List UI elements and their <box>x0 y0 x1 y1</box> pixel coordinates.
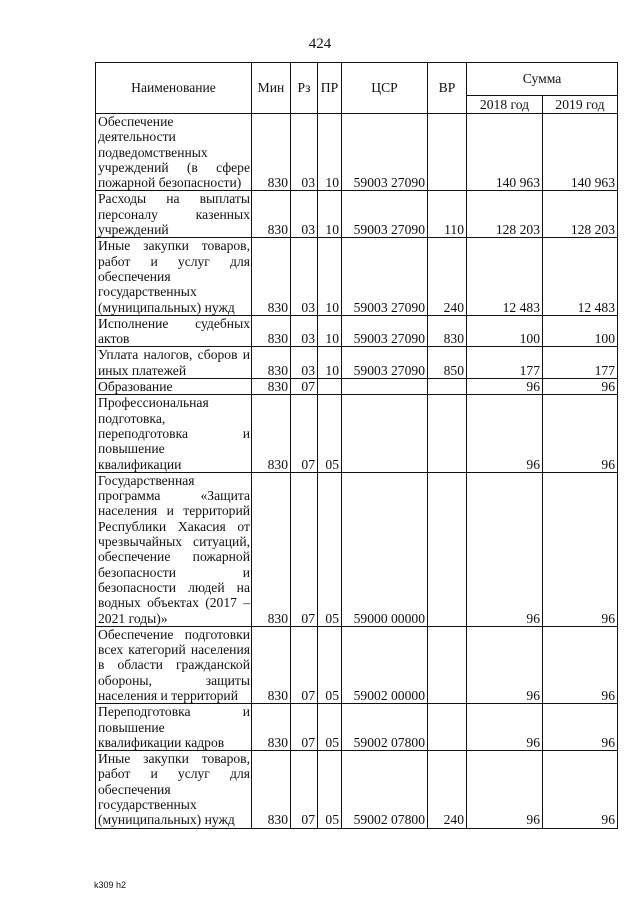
row-rz: 03 <box>291 315 318 347</box>
row-2018: 177 <box>467 347 543 379</box>
row-2019: 12 483 <box>543 238 618 315</box>
table-row <box>96 347 618 379</box>
table-row <box>96 379 618 395</box>
row-2019: 96 <box>543 379 618 395</box>
row-name: Иные закупки товаров, работ и услуг для обеспечения государственных (муниципальных) нужд <box>96 238 252 315</box>
row-2018: 96 <box>467 626 543 703</box>
row-2019: 96 <box>543 704 618 751</box>
footer-code: k309 h2 <box>94 880 127 890</box>
table-row <box>96 704 618 751</box>
row-pr: 05 <box>318 751 342 828</box>
header-2018: 2018 год <box>467 96 543 114</box>
row-vr <box>428 704 467 751</box>
row-csr: 59002 07800 <box>342 704 428 751</box>
row-2019: 177 <box>543 347 618 379</box>
row-pr: 05 <box>318 704 342 751</box>
row-pr: 10 <box>318 114 342 191</box>
row-vr: 830 <box>428 315 467 347</box>
row-2019: 140 963 <box>543 114 618 191</box>
row-2018: 140 963 <box>467 114 543 191</box>
header-sum: Сумма <box>467 63 618 96</box>
header-vr: ВР <box>428 63 467 114</box>
row-vr: 850 <box>428 347 467 379</box>
row-2019: 96 <box>543 751 618 828</box>
row-2018: 100 <box>467 315 543 347</box>
row-2018: 12 483 <box>467 238 543 315</box>
row-csr: 59003 27090 <box>342 347 428 379</box>
table-row <box>96 191 618 238</box>
row-pr: 10 <box>318 315 342 347</box>
row-pr <box>318 379 342 395</box>
row-csr: 59003 27090 <box>342 191 428 238</box>
row-vr: 240 <box>428 238 467 315</box>
row-name: Уплата налогов, сборов и иных платежей <box>96 347 252 379</box>
header-pr: ПР <box>318 63 342 114</box>
header-name: Наименование <box>96 63 252 114</box>
table-row <box>96 472 618 626</box>
row-pr: 05 <box>318 472 342 626</box>
row-csr: 59000 00000 <box>342 472 428 626</box>
row-rz: 03 <box>291 238 318 315</box>
row-csr <box>342 395 428 472</box>
table-row <box>96 238 618 315</box>
table-row <box>96 114 618 191</box>
row-name: Образование <box>96 379 252 395</box>
row-vr: 110 <box>428 191 467 238</box>
row-name: Исполнение судебных актов <box>96 315 252 347</box>
row-name: Переподготовка и повышение квалификации кадров <box>96 704 252 751</box>
row-csr: 59003 27090 <box>342 238 428 315</box>
row-rz: 07 <box>291 395 318 472</box>
row-2018: 96 <box>467 395 543 472</box>
row-2018: 96 <box>467 472 543 626</box>
row-2018: 96 <box>467 379 543 395</box>
row-min: 830 <box>252 347 291 379</box>
table-row <box>96 626 618 703</box>
header-rz: Рз <box>291 63 318 114</box>
table-row <box>96 315 618 347</box>
row-min: 830 <box>252 191 291 238</box>
table-row <box>96 751 618 828</box>
header-min: Мин <box>252 63 291 114</box>
row-pr: 10 <box>318 347 342 379</box>
row-2018: 96 <box>467 751 543 828</box>
row-min: 830 <box>252 379 291 395</box>
row-pr: 05 <box>318 626 342 703</box>
row-2018: 96 <box>467 704 543 751</box>
header-csr: ЦСР <box>342 63 428 114</box>
row-rz: 07 <box>291 704 318 751</box>
row-min: 830 <box>252 315 291 347</box>
row-name: Обеспечение деятельности подведомственных учреждений (в сфере пожарной безопасности) <box>96 114 252 191</box>
row-rz: 07 <box>291 379 318 395</box>
row-name: Иные закупки товаров, работ и услуг для обеспечения государственных (муниципальных) нужд <box>96 751 252 828</box>
row-min: 830 <box>252 238 291 315</box>
row-rz: 03 <box>291 114 318 191</box>
row-min: 830 <box>252 704 291 751</box>
row-vr <box>428 114 467 191</box>
header-2019: 2019 год <box>543 96 618 114</box>
page-number: 424 <box>308 36 332 52</box>
row-csr: 59002 07800 <box>342 751 428 828</box>
row-rz: 03 <box>291 191 318 238</box>
row-2019: 100 <box>543 315 618 347</box>
row-pr: 10 <box>318 238 342 315</box>
table-row <box>96 395 618 472</box>
row-name: Расходы на выплаты персоналу казенных учреждений <box>96 191 252 238</box>
row-rz: 07 <box>291 751 318 828</box>
row-pr: 05 <box>318 395 342 472</box>
row-csr <box>342 379 428 395</box>
table-header-row <box>96 63 618 96</box>
row-csr: 59003 27090 <box>342 114 428 191</box>
row-vr <box>428 395 467 472</box>
row-2018: 128 203 <box>467 191 543 238</box>
row-vr <box>428 626 467 703</box>
row-vr <box>428 379 467 395</box>
row-csr: 59002 00000 <box>342 626 428 703</box>
row-rz: 03 <box>291 347 318 379</box>
row-min: 830 <box>252 114 291 191</box>
row-name: Обеспечение подготовки всех категорий населения в области гражданской обороны, защиты населения и территорий <box>96 626 252 703</box>
row-2019: 96 <box>543 626 618 703</box>
row-min: 830 <box>252 472 291 626</box>
row-2019: 128 203 <box>543 191 618 238</box>
row-vr: 240 <box>428 751 467 828</box>
row-name: Государственная программа «Защита населения и территорий Республики Хакасия от чрезвычайных ситуаций, обеспечение пожарной безопасности и безопасности людей на водных объектах (2017 – 2021 годы)» <box>96 472 252 626</box>
row-min: 830 <box>252 626 291 703</box>
row-min: 830 <box>252 751 291 828</box>
row-min: 830 <box>252 395 291 472</box>
row-vr <box>428 472 467 626</box>
row-rz: 07 <box>291 472 318 626</box>
row-2019: 96 <box>543 395 618 472</box>
budget-table <box>95 62 618 829</box>
row-rz: 07 <box>291 626 318 703</box>
row-pr: 10 <box>318 191 342 238</box>
row-name: Профессиональная подготовка, переподготовка и повышение квалификации <box>96 395 252 472</box>
row-csr: 59003 27090 <box>342 315 428 347</box>
row-2019: 96 <box>543 472 618 626</box>
